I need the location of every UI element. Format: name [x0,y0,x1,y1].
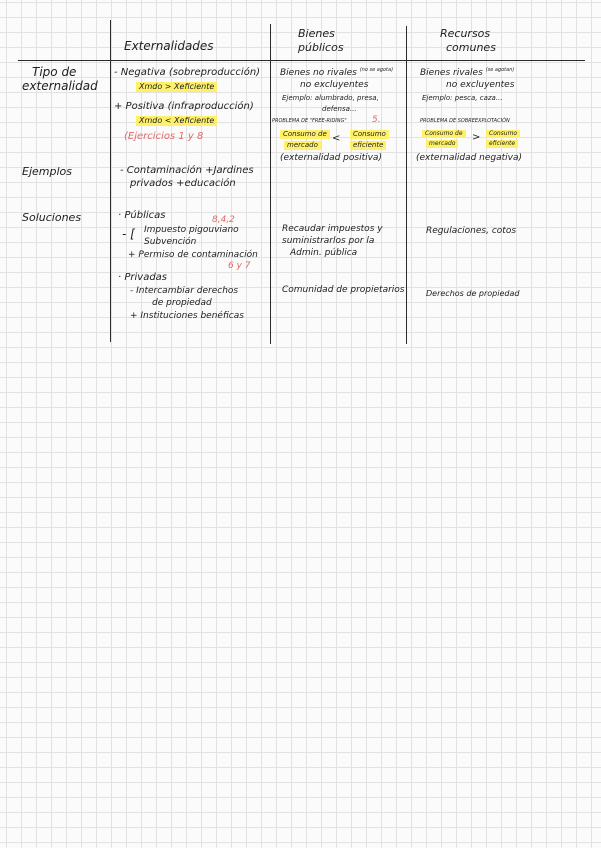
recursos-greater-than: > [472,132,481,143]
intercambiar-line-1: - Intercambiar derechos [130,286,239,296]
recursos-externalidad: (externalidad negativa) [416,153,523,163]
row-label-tipo-1: Tipo de [32,65,77,79]
ejercicios-note: (Ejercicios 1 y 8 [124,131,204,142]
recursos-ejemplo: Ejemplo: pesca, caza... [422,94,503,102]
bienes-consumo-mercado-2: mercado [284,141,321,150]
impuesto-bracket: - [ [122,227,135,241]
header-bienes-2: públicos [298,41,344,54]
vertical-divider-1 [110,20,111,342]
ejemplos-line-2: privados +educación [130,178,236,189]
bienes-ejemplo-2: defensa... [322,105,357,113]
permiso-text: + Permiso de contaminación [128,250,258,260]
bienes-less-than: < [332,133,341,144]
recursos-line-2: no excluyentes [446,80,515,90]
bienes-externalidad: (externalidad positiva) [280,153,382,163]
recursos-problema: PROBLEMA DE SOBREEXPLOTACIÓN [420,118,510,124]
permiso-ref: 6 y 7 [228,261,251,271]
bienes-problema: PROBLEMA DE "FREE-RIDING" [272,118,347,124]
recursos-consumo-eficiente-2: eficiente [486,140,518,148]
bienes-line-1: Bienes no rivales $^{(no se agota)}$ [280,67,394,78]
row-label-ejemplos: Ejemplos [22,165,72,178]
recursos-line-1: Bienes rivales $^{(se agotan)}$ [420,67,515,78]
publicas-label: · Públicas [118,210,166,221]
vertical-divider-3 [406,26,407,344]
recursos-consumo-mercado-2: mercado [426,140,458,148]
impuesto-line-1: Impuesto pigouviano [144,225,239,235]
row-label-tipo-2: externalidad [22,79,98,93]
recursos-consumo-mercado-1: Consumo de [422,130,466,138]
negativa-text: - Negativa (sobreproducción) [114,67,261,78]
impuesto-line-2: Subvención [144,237,197,247]
bienes-line-2: no excluyentes [300,80,369,90]
bienes-solucion-1: Recaudar impuestos y [282,224,383,234]
bienes-solucion-privada: Comunidad de propietarios [282,285,405,295]
bienes-solucion-2: suministrarlos por la [282,236,375,246]
positiva-text: + Positiva (infraproducción) [114,101,254,112]
positiva-formula: Xmdo < Xeficiente [136,116,217,126]
header-underline [18,60,585,61]
privadas-label: · Privadas [118,272,168,283]
row-label-soluciones: Soluciones [22,211,82,224]
recursos-consumo-eficiente-1: Consumo [486,130,520,138]
negativa-formula: Xmdo > Xeficiente [136,82,217,92]
publicas-ref: 8,4,2 [212,215,235,225]
header-recursos-2: comunes [446,41,496,54]
bienes-solucion-3: Admin. pública [290,248,358,258]
header-externalidades: Externalidades [124,39,214,53]
bienes-consumo-eficiente-2: eficiente [350,141,386,150]
recursos-solucion-privada: Derechos de propiedad [426,289,520,298]
bienes-consumo-eficiente-1: Consumo [350,130,389,139]
header-bienes-1: Bienes [298,27,335,40]
ejemplos-line-1: - Contaminación +Jardines [120,165,254,176]
header-recursos-1: Recursos [440,27,491,40]
bienes-problema-ref: 5. [372,115,381,125]
recursos-solucion: Regulaciones, cotos [426,226,517,236]
instituciones-text: + Instituciones benéficas [130,311,244,321]
bienes-consumo-mercado-1: Consumo de [280,130,330,139]
intercambiar-line-2: de propiedad [152,298,212,308]
vertical-divider-2 [270,24,271,344]
bienes-ejemplo: Ejemplo: alumbrado, presa, [282,94,379,102]
